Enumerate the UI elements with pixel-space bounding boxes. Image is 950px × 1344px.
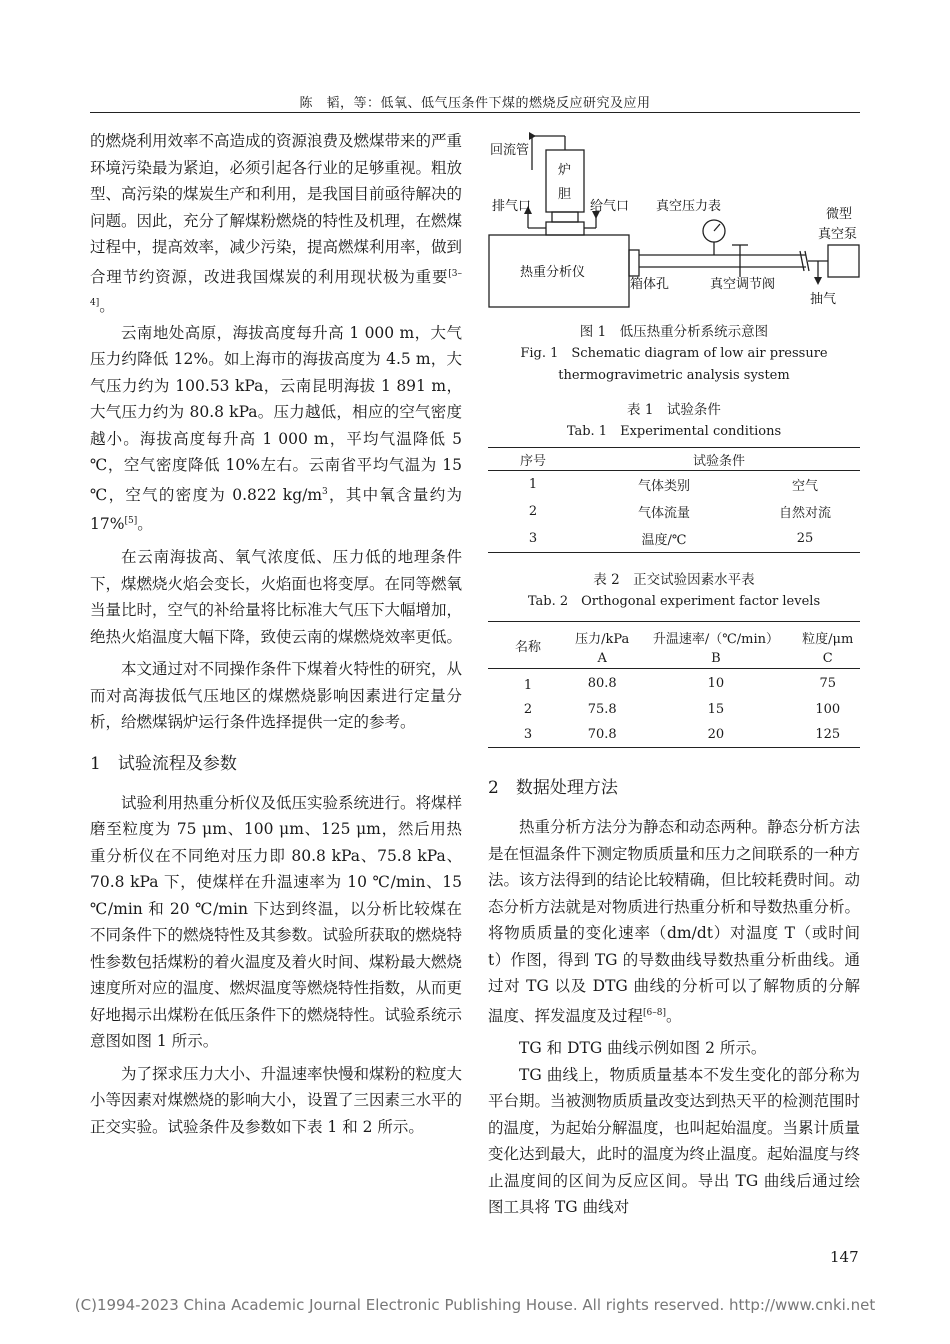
table-row — [488, 721, 860, 748]
table-2-header-name: 名称 — [488, 622, 568, 669]
table-cell: 温度/℃ — [578, 525, 750, 553]
table-cell: 2 — [528, 504, 538, 519]
table-cell: 10 — [707, 675, 725, 691]
table-2-sub-b: B — [636, 648, 795, 669]
figure-1-caption-en-2: thermogravimetric analysis system — [558, 368, 790, 383]
furnace-neck — [552, 212, 578, 222]
paragraph-4: 本文通过对不同操作条件下煤着火特性的研究，从而对高海拔低气压地区的煤燃烧影响因素进行定量分析，给燃煤锅炉运行条件选择提供一定的参考。 — [90, 660, 463, 732]
paragraph-5: 试验利用热重分析仪及低压实验系统进行。将煤样磨至粒度为 75 μm、100 μm、125 μm，然后用热重分析仪在不同绝对压力即 80.8 kPa、75.8 kPa、70.8 kPa 下，使煤样在升温速率为 10 ℃/min、15 ℃/min 和 20 ℃/min 下达到终温，以分析比较煤在不同条件下的燃烧特性及其参数。试验所获取的燃烧特性参数包括煤粉的着火温度及着火时间、煤粉最大燃烧速度所对应的温度、燃烬温度等燃烧特性指数，从而更好地揭示出煤粉在低压条件下的燃烧特性。试验系统示意图如图 1 所示。 — [90, 793, 463, 1051]
section-heading-1: 1 试验流程及参数 — [90, 753, 237, 774]
table-2-header-size: 粒度/μm — [795, 622, 860, 649]
table-cell: 15 — [707, 701, 725, 717]
figure-1-caption-cn: 图 1 低压热重分析系统示意图 — [579, 324, 769, 340]
right-body — [488, 814, 860, 1221]
furnace-body — [546, 150, 584, 212]
table-cell: 自然对流 — [778, 506, 831, 521]
label-gas-feed: 给气口 — [590, 199, 630, 214]
box-hole — [629, 250, 639, 276]
left-column — [90, 128, 462, 1140]
p2-text: 云南地处高原，海拔高度每升高 1 000 m，大气压力约降低 12%。如上海市的海拔高度为 4.5 m，大气压力约为 100.53 kPa，云南昆明海拔 1 891 m，大气压力约为 80.8 kPa。压力越低，相应的空气密度越小。海拔高度每升高 1 000 m，平均气温降低 5 ℃，空气密度降低 10%左右。云南省平均气温为 15 ℃，空气的密度为 0.822 kg/m — [90, 323, 462, 504]
table-1-title-cn: 表 1 试验条件 — [627, 402, 721, 418]
table-1 — [488, 447, 860, 553]
superscript-3: 3 — [322, 486, 328, 497]
table-2-title-en: Tab. 2 Orthogonal experiment factor levels — [527, 594, 821, 609]
table-cell: 2 — [523, 701, 533, 717]
table-2-sub-a: A — [568, 648, 636, 669]
paragraph-1 — [90, 128, 462, 320]
table-cell: 气体类别 — [637, 479, 690, 494]
furnace-base — [546, 222, 584, 235]
page-number: 147 — [830, 1248, 859, 1266]
figure-1-diagram — [488, 128, 860, 313]
table-cell: 气体流量 — [637, 506, 690, 521]
label-pump: 真空泵 — [818, 227, 858, 242]
label-exhaust: 排气口 — [492, 199, 532, 214]
table-cell: 1 — [528, 477, 538, 492]
paragraph-8: TG 和 DTG 曲线示例如图 2 所示。 — [519, 1039, 767, 1058]
p1-end: 。 — [99, 297, 115, 316]
table-cell: 70.8 — [568, 721, 636, 748]
figure-1-caption-en-1: Fig. 1 Schematic diagram of low air pressure — [520, 346, 828, 361]
label-analyzer: 热重分析仪 — [520, 265, 586, 280]
citation-6-8: [6–8] — [643, 1007, 666, 1018]
suction-arrow-icon — [814, 277, 822, 285]
label-valve: 真空调节阀 — [710, 277, 776, 292]
table-row — [488, 471, 860, 499]
label-box-hole: 箱体孔 — [630, 277, 670, 292]
label-reflux: 回流管 — [490, 143, 530, 158]
label-micro: 微型 — [826, 207, 853, 222]
label-gauge: 真空压力表 — [656, 199, 722, 214]
paragraph-7 — [488, 814, 860, 1029]
right-column — [488, 128, 860, 1221]
label-suction: 抽气 — [810, 292, 837, 307]
paragraph-6: 为了探求压力大小、升温速率快慢和煤粉的粒度大小等因素对煤燃烧的影响大小，设置了三因素三水平的正交实验。试验条件及参数如下表 1 和 2 所示。 — [90, 1064, 463, 1136]
table-cell: 3 — [488, 721, 568, 748]
table-cell: 25 — [750, 525, 860, 553]
table-2-header-pressure: 压力/kPa — [568, 622, 636, 649]
table-row — [488, 498, 860, 525]
table-row — [488, 525, 860, 553]
table-1-title-en: Tab. 1 Experimental conditions — [566, 424, 782, 439]
p7-text: 热重分析方法分为静态和动态两种。静态分析方法是在恒温条件下测定物质质量和压力之间联系的一种方法。该方法得到的结论比较精确，但比较耗费时间。动态分析方法就是对物质进行热重分析和导数热重分析。将物质质量的变化速率（dm/dt）对温度 T（或时间 t）作图，得到 TG 的导数曲线导数热重分析曲线。通过对 TG 以及 DTG 曲线的分析可以了解物质的分解温度、挥发温度及过程 — [488, 818, 861, 1025]
paragraph-2 — [90, 320, 462, 538]
table-cell: 80.8 — [587, 675, 617, 691]
running-header: 陈 韬，等：低氧、低气压条件下煤的燃烧反应研究及应用 — [299, 96, 651, 111]
table-1-header-no: 序号 — [488, 448, 578, 471]
paragraph-3: 在云南海拔高、氧气浓度低、压力低的地理条件下，煤燃烧火焰会变长，火焰面也将变厚。在同等燃氧当量比时，空气的补给量将比标准大气压下大幅增加，绝热火焰温度大幅下降，致使云南的煤燃烧效率更低。 — [90, 548, 463, 646]
label-dan: 胆 — [558, 187, 572, 202]
table-2-sub-c: C — [795, 648, 860, 669]
table-cell: 125 — [795, 721, 860, 748]
table-cell: 20 — [636, 721, 795, 748]
header-rule — [90, 112, 860, 113]
copyright-footer: (C)1994-2023 China Academic Journal Electronic Publishing House. All rights reserved. http://www.cnki.net — [74, 1296, 876, 1314]
p2-end: 。 — [137, 515, 153, 534]
vacuum-pump-box — [828, 245, 859, 277]
table-cell: 3 — [488, 525, 578, 553]
table-1-header-condition: 试验条件 — [578, 448, 860, 471]
table-cell: 75 — [819, 675, 836, 691]
table-cell: 1 — [523, 677, 533, 693]
table-row — [488, 697, 860, 721]
label-lu: 炉 — [558, 163, 572, 178]
table-cell: 75.8 — [587, 701, 617, 717]
citation-3-4: [3–4] — [90, 268, 462, 309]
p7-end: 。 — [666, 1006, 682, 1025]
citation-5: [5] — [124, 516, 138, 527]
p2-mid: ，其中氧含量约为 17% — [90, 485, 462, 534]
table-2-title-cn: 表 2 正交试验因素水平表 — [593, 572, 755, 588]
table-cell: 空气 — [791, 479, 818, 494]
section-heading-2: 2 数据处理方法 — [488, 778, 618, 798]
table-row — [488, 669, 860, 698]
table-2-header-rate: 升温速率/（℃/min） — [636, 622, 795, 649]
p1-text: 的燃烧利用效率不高造成的资源浪费及燃煤带来的严重环境污染最为紧迫，必须引起各行业的足够重视。粗放型、高污染的煤炭生产和利用，是我国目前亟待解决的问题。因此，充分了解煤粉燃烧的特性及机理，在燃煤过程中，提高效率，减少污染，提高燃煤利用率，做到合理节约资源，改进我国煤炭的利用现状极为重要 — [90, 132, 463, 286]
table-2 — [488, 621, 860, 748]
table-cell: 100 — [815, 701, 841, 717]
paragraph-9: TG 曲线上，物质质量基本不发生变化的部分称为平台期。当被测物质质量改变达到热天平的检测范围时的温度，为起始分解温度，也叫起始温度。当累计质量变化达到最大，此时的温度为终止温度。起始温度与终止温度间的区间为反应区间。导出 TG 曲线后通过绘图工具将 TG 曲线对 — [488, 1065, 861, 1217]
